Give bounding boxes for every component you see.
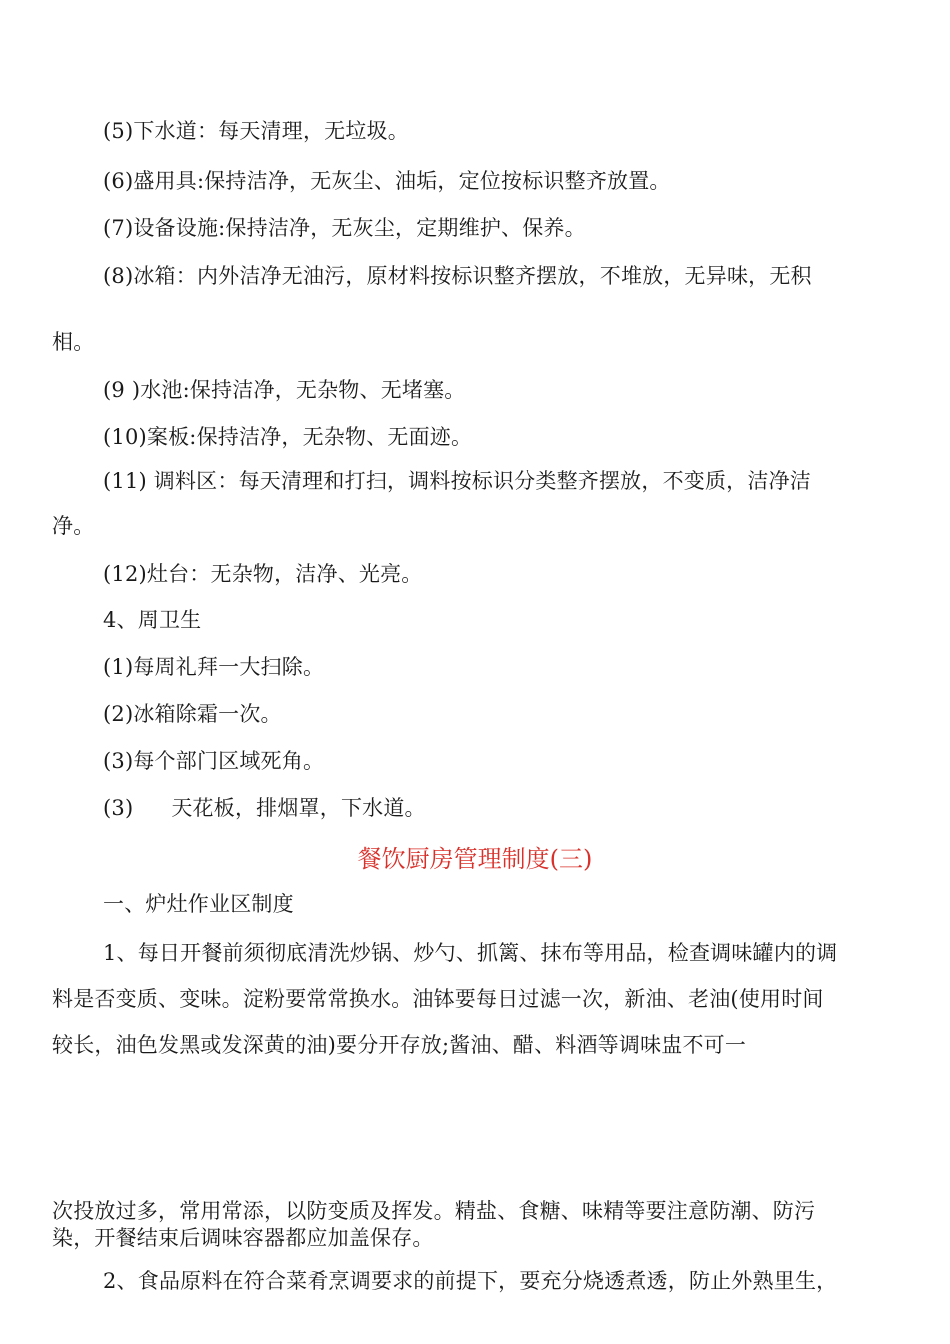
paragraph-line: 净。 <box>52 514 95 538</box>
paragraph-line: 较长，油色发黑或发深黄的油)要分开存放;酱油、醋、料酒等调味盅不可一 <box>52 1033 747 1057</box>
paragraph-line: (6)盛用具:保持洁净，无灰尘、油垢，定位按标识整齐放置。 <box>103 169 671 193</box>
paragraph-line: 相。 <box>52 330 95 354</box>
paragraph-line: 料是否变质、变味。淀粉要常常换水。油钵要每日过滤一次，新油、老油(使用时间 <box>52 987 824 1011</box>
paragraph-line: 次投放过多，常用常添，以防变质及挥发。精盐、食糖、味精等要注意防潮、防污 <box>52 1199 816 1223</box>
paragraph-line: (10)案板:保持洁净，无杂物、无面迹。 <box>103 425 473 449</box>
paragraph-line: (9 )水池:保持洁净，无杂物、无堵塞。 <box>103 378 466 402</box>
paragraph-line: 染，开餐结束后调味容器都应加盖保存。 <box>52 1226 434 1250</box>
item-text: 天花板，排烟罩，下水道。 <box>171 796 426 820</box>
paragraph-line: (8)冰箱：内外洁净无油污，原材料按标识整齐摆放，不堆放，无异味，无积 <box>103 264 812 288</box>
paragraph-line: (12)灶台：无杂物，洁净、光亮。 <box>103 562 423 586</box>
paragraph-line: (2)冰箱除霜一次。 <box>103 702 282 726</box>
document-title: 餐饮厨房管理制度(三) <box>357 845 593 873</box>
paragraph-line: 2、食品原料在符合菜肴烹调要求的前提下，要充分烧透煮透，防止外熟里生， <box>103 1269 838 1293</box>
paragraph-line <box>103 794 426 822</box>
section-heading: 一、炉灶作业区制度 <box>103 892 294 916</box>
paragraph-line: (11) 调料区：每天清理和打扫，调料按标识分类整齐摆放，不变质，洁净洁 <box>103 469 811 493</box>
paragraph-line: (1)每周礼拜一大扫除。 <box>103 655 325 679</box>
item-number: (3) <box>103 796 134 820</box>
paragraph-line: (3)每个部门区域死角。 <box>103 749 325 773</box>
section-heading: 4、周卫生 <box>103 608 202 632</box>
paragraph-line: (7)设备设施:保持洁净，无灰尘，定期维护、保养。 <box>103 216 586 240</box>
paragraph-line: (5)下水道：每天清理，无垃圾。 <box>103 119 409 143</box>
paragraph-line: 1、每日开餐前须彻底清洗炒锅、炒勺、抓篱、抹布等用品，检查调味罐内的调 <box>103 941 838 965</box>
